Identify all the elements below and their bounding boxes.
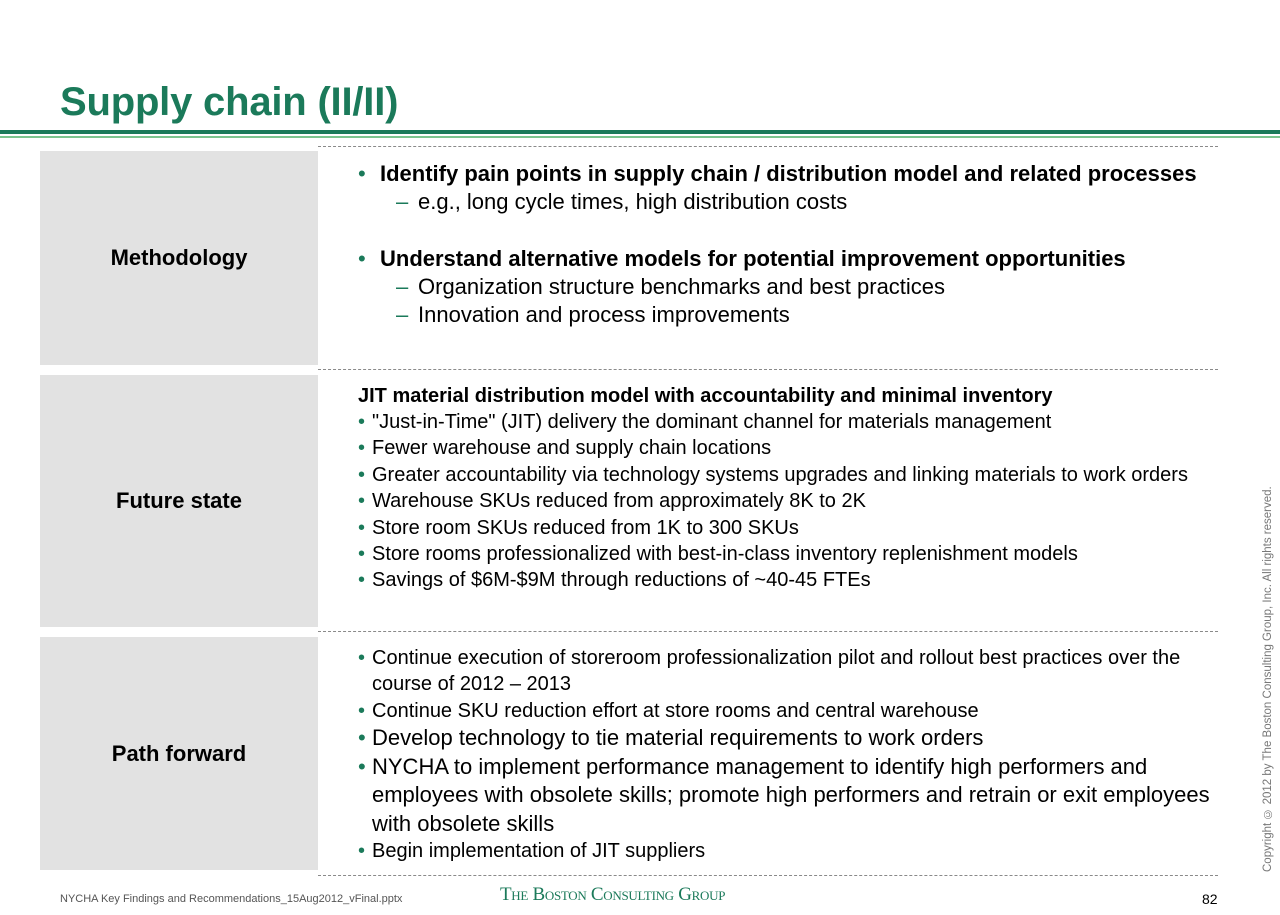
section-label-future-state: Future state bbox=[40, 375, 318, 627]
bullet-item: • Warehouse SKUs reduced from approximately 8K to 2K bbox=[358, 488, 1218, 514]
section-divider bbox=[318, 875, 1218, 876]
sub-bullet-item: – Organization structure benchmarks and best practices bbox=[358, 273, 1218, 302]
bullet-item: • Savings of $6M-$9M through reductions of ~40-45 FTEs bbox=[358, 567, 1218, 593]
section-label-methodology: Methodology bbox=[40, 151, 318, 365]
sub-bullet-item: – e.g., long cycle times, high distribution costs bbox=[358, 188, 1218, 217]
future-state-content bbox=[358, 383, 1218, 594]
bullet-item: • Identify pain points in supply chain / distribution model and related processes bbox=[358, 160, 1218, 188]
section-header: JIT material distribution model with accountability and minimal inventory bbox=[358, 385, 1053, 407]
bullet-item: • Develop technology to tie material requirements to work orders bbox=[358, 724, 1218, 753]
copyright-notice: Copyright © 2012 by The Boston Consulting Group, Inc. All rights reserved. bbox=[1262, 486, 1274, 872]
bullet-item: • Greater accountability via technology systems upgrades and linking materials to work orders bbox=[358, 462, 1218, 488]
bullet-item: • Fewer warehouse and supply chain locations bbox=[358, 435, 1218, 461]
title-rule-accent bbox=[0, 136, 1280, 138]
section-divider bbox=[318, 369, 1218, 370]
bullet-item: • NYCHA to implement performance management to identify high performers and employees with obsolete skills; promote high performers and retrain or exit employees with obsolete skills bbox=[358, 753, 1218, 839]
bcg-logo: The Boston Consulting Group bbox=[500, 884, 726, 905]
bullet-item: • "Just-in-Time" (JIT) delivery the dominant channel for materials management bbox=[358, 409, 1218, 435]
section-divider bbox=[318, 146, 1218, 147]
methodology-content bbox=[358, 160, 1218, 330]
bullet-item: • Store room SKUs reduced from 1K to 300 SKUs bbox=[358, 515, 1218, 541]
title-rule bbox=[0, 130, 1280, 134]
page-title: Supply chain (II/II) bbox=[60, 80, 399, 124]
bullet-item: • Begin implementation of JIT suppliers bbox=[358, 838, 1218, 864]
sub-bullet-item: – Innovation and process improvements bbox=[358, 301, 1218, 330]
path-forward-content bbox=[358, 645, 1218, 865]
bullet-item: • Store rooms professionalized with best-in-class inventory replenishment models bbox=[358, 541, 1218, 567]
footer-filename: NYCHA Key Findings and Recommendations_15Aug2012_vFinal.pptx bbox=[60, 893, 403, 905]
bullet-item: • Understand alternative models for potential improvement opportunities bbox=[358, 245, 1218, 273]
bullet-item: • Continue execution of storeroom professionalization pilot and rollout best practices over the course of 2012 – 2013 bbox=[358, 645, 1218, 698]
bullet-item: • Continue SKU reduction effort at store rooms and central warehouse bbox=[358, 698, 1218, 724]
page-number: 82 bbox=[1202, 891, 1218, 907]
section-divider bbox=[318, 631, 1218, 632]
section-label-path-forward: Path forward bbox=[40, 637, 318, 870]
